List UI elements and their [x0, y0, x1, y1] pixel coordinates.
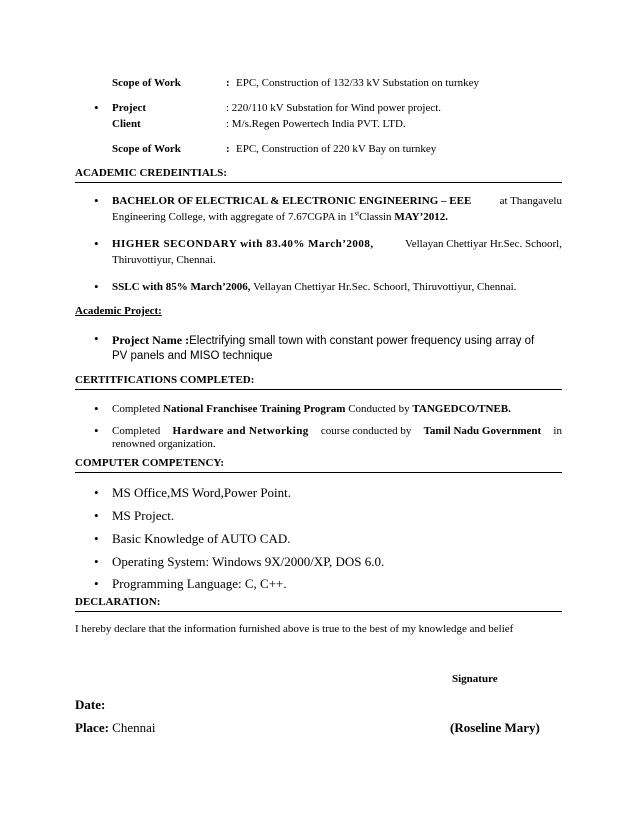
bullet: •	[94, 279, 99, 294]
cert-2-prefix: Completed	[112, 425, 161, 437]
project-name-value: Electrifying small town with constant power frequency using array of	[189, 335, 535, 347]
cert-2-in: in	[553, 425, 562, 437]
bullet: •	[94, 554, 99, 569]
scope-colon-1: :	[226, 77, 230, 89]
academic-item-1-line-2	[112, 211, 448, 223]
bullet: •	[94, 531, 99, 546]
declaration-heading: DECLARATION:	[75, 596, 161, 608]
cert-2-program: Hardware and Networking	[172, 425, 309, 437]
bullet: •	[94, 236, 99, 251]
degree-year: MAY’2012.	[394, 211, 448, 223]
academic-heading: ACADEMIC CREDEINTIALS:	[75, 167, 227, 179]
certification-item-1	[112, 403, 511, 415]
bullet: •	[94, 423, 99, 438]
declaration-text: I hereby declare that the information furnished above is true to the best of my knowledge and belief	[75, 623, 514, 635]
bullet: •	[94, 576, 99, 591]
hsc-school: Vellayan Chettiyar Hr.Sec. Schoorl,	[404, 238, 562, 250]
bullet: •	[94, 508, 99, 523]
ordinal-suffix: st	[354, 209, 360, 218]
signatory-name: (Roseline Mary)	[450, 720, 540, 735]
bullet: •	[94, 331, 99, 346]
cert-1-org: TANGEDCO/TNEB.	[412, 403, 511, 415]
degree-college-start: at Thangavelu	[499, 195, 562, 207]
competency-item: Basic Knowledge of AUTO CAD.	[112, 531, 291, 546]
degree-details: Engineering College, with aggregate of 7.67CGPA in 1	[112, 211, 355, 223]
certification-item-2-line-1	[112, 425, 562, 437]
place-line	[75, 720, 156, 736]
bullet: •	[94, 100, 99, 115]
bullet: •	[94, 401, 99, 416]
client-label: Client	[112, 118, 141, 130]
academic-project-heading: Academic Project:	[75, 305, 162, 317]
date-label: Date:	[75, 697, 106, 712]
section-divider	[75, 182, 562, 183]
bullet: •	[94, 193, 99, 208]
competency-item: MS Project.	[112, 508, 175, 523]
computer-heading: COMPUTER COMPETENCY:	[75, 457, 225, 469]
project-line-1	[112, 333, 534, 348]
scope-of-work-value-2: EPC, Construction of 220 kV Bay on turnkey	[236, 143, 437, 155]
academic-item-2-line-1	[112, 238, 562, 250]
signature-label: Signature	[452, 673, 498, 685]
section-divider	[75, 611, 562, 612]
scope-of-work-label-2: Scope of Work	[112, 143, 181, 155]
competency-item: Operating System: Windows 9X/2000/XP, DOS 6.0.	[112, 554, 385, 569]
client-value: : M/s.Regen Powertech India PVT. LTD.	[226, 118, 406, 130]
academic-item-2-line-2: Thiruvottiyur, Chennai.	[112, 254, 216, 266]
bullet: •	[94, 485, 99, 500]
project-value: : 220/110 kV Substation for Wind power project.	[226, 102, 442, 114]
place-value: Chennai	[112, 720, 156, 735]
scope-of-work-label-1: Scope of Work	[112, 77, 181, 89]
project-line-2: PV panels and MISO technique	[112, 350, 273, 362]
scope-colon-2: :	[226, 143, 230, 155]
cert-2-conducted: course conducted by	[320, 425, 412, 437]
cert-1-conducted: Conducted by	[348, 403, 410, 415]
academic-item-3	[112, 281, 516, 293]
sslc-school: Vellayan Chettiyar Hr.Sec. Schoorl, Thiruvottiyur, Chennai.	[253, 281, 517, 293]
competency-item: Programming Language: C, C++.	[112, 576, 287, 591]
section-divider	[75, 389, 562, 390]
certifications-heading: CERTITFICATIONS COMPLETED:	[75, 374, 255, 386]
project-label: Project	[112, 102, 146, 114]
scope-of-work-value-1: EPC, Construction of 132/33 kV Substation on turnkey	[236, 77, 480, 89]
cert-1-program: National Franchisee Training Program	[163, 403, 346, 415]
certification-item-2-line-2: renowned organization.	[112, 438, 216, 450]
cert-2-org: Tamil Nadu Government	[423, 425, 542, 437]
academic-item-1-line-1	[112, 195, 562, 207]
sslc-title: SSLC with 85% March’2006,	[112, 281, 251, 293]
section-divider	[75, 472, 562, 473]
place-label: Place:	[75, 720, 109, 735]
competency-item: MS Office,MS Word,Power Point.	[112, 485, 292, 500]
cert-1-prefix: Completed	[112, 403, 161, 415]
degree-class: Classin	[359, 211, 392, 223]
hsc-title: HIGHER SECONDARY with 83.40% March’2008,	[112, 238, 374, 250]
project-name-label: Project Name :	[112, 333, 190, 347]
degree-title: BACHELOR OF ELECTRICAL & ELECTRONIC ENGINEERING – EEE	[112, 195, 472, 207]
